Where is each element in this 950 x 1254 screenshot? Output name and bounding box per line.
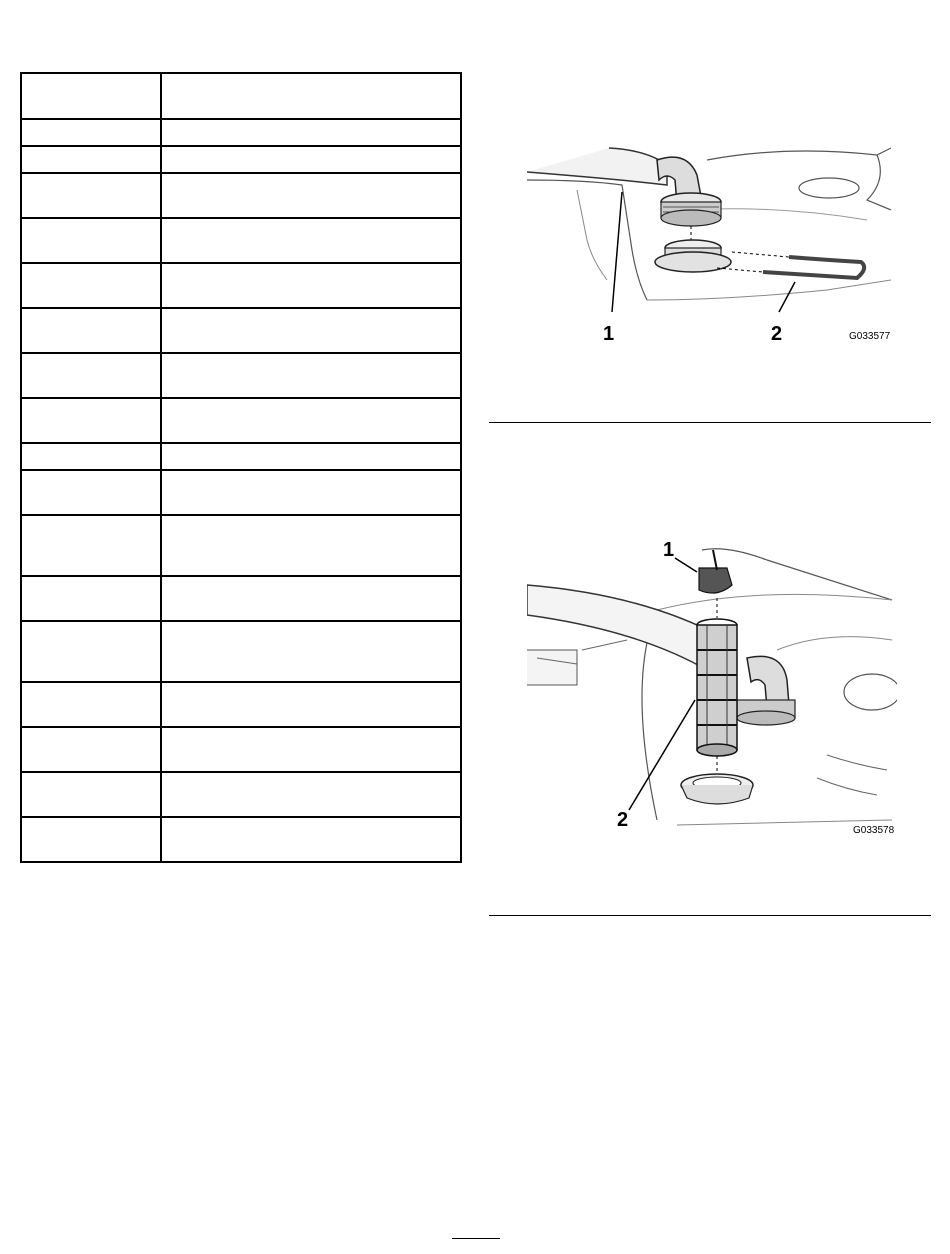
figure-2-code: G033578 [853, 825, 895, 836]
table-cell-value [161, 263, 461, 308]
figure-1-callout-1: 1 [603, 323, 615, 345]
table-row [21, 621, 461, 682]
page-footer-line [452, 1238, 500, 1239]
figure-1-code: G033577 [849, 331, 891, 342]
table-cell-label [21, 119, 161, 146]
table-cell-label [21, 73, 161, 119]
table-row [21, 218, 461, 263]
table-cell-label [21, 173, 161, 218]
table-cell-value [161, 119, 461, 146]
figure-2 [527, 540, 897, 840]
figure-2-callout-1: 1 [663, 540, 675, 561]
table-row [21, 119, 461, 146]
strainer-screen [697, 619, 737, 756]
table-cell-label [21, 817, 161, 862]
tank-outline [702, 549, 892, 600]
table-cell-value [161, 621, 461, 682]
table-cell-value [161, 218, 461, 263]
table-cell-value [161, 173, 461, 218]
table-cell-value [161, 727, 461, 772]
table-cell-value [161, 576, 461, 621]
table-cell-label [21, 515, 161, 576]
table-cell-value [161, 682, 461, 727]
figure-1 [527, 140, 897, 350]
table-row [21, 682, 461, 727]
table-row [21, 73, 461, 119]
table-cell-label [21, 398, 161, 443]
spec-table [20, 72, 462, 863]
tank-lid [844, 674, 897, 710]
table-cell-label [21, 443, 161, 470]
hose [527, 148, 667, 185]
table-row [21, 173, 461, 218]
table-row [21, 146, 461, 173]
section-divider [489, 915, 931, 916]
tank-lid [799, 178, 859, 198]
table-row [21, 515, 461, 576]
table-row [21, 308, 461, 353]
table-row [21, 353, 461, 398]
strap [763, 257, 864, 278]
table-row [21, 772, 461, 817]
table-cell-label [21, 470, 161, 515]
table-cell-label [21, 682, 161, 727]
figure-1-callout-2: 2 [771, 323, 783, 345]
table-cell-label [21, 621, 161, 682]
section-divider [489, 422, 931, 423]
table-row [21, 443, 461, 470]
table-row [21, 727, 461, 772]
table-cell-label [21, 576, 161, 621]
table-row [21, 470, 461, 515]
table-cell-value [161, 146, 461, 173]
table-row [21, 263, 461, 308]
table-cell-label [21, 353, 161, 398]
table-cell-value [161, 817, 461, 862]
table-cell-label [21, 772, 161, 817]
table-cell-label [21, 218, 161, 263]
table-cell-label [21, 263, 161, 308]
table-cell-value [161, 73, 461, 119]
table-cell-value [161, 398, 461, 443]
table-cell-label [21, 308, 161, 353]
table-cell-value [161, 772, 461, 817]
table-cell-value [161, 308, 461, 353]
table-cell-label [21, 727, 161, 772]
table-cell-value [161, 353, 461, 398]
table-row [21, 398, 461, 443]
table-cell-label [21, 146, 161, 173]
figure-2-callout-2: 2 [617, 809, 629, 831]
table-cell-value [161, 470, 461, 515]
table-row [21, 817, 461, 862]
table-row [21, 576, 461, 621]
mounting-flange [655, 252, 731, 272]
strainer-cap [699, 568, 732, 593]
table-cell-value [161, 515, 461, 576]
table-cell-value [161, 443, 461, 470]
